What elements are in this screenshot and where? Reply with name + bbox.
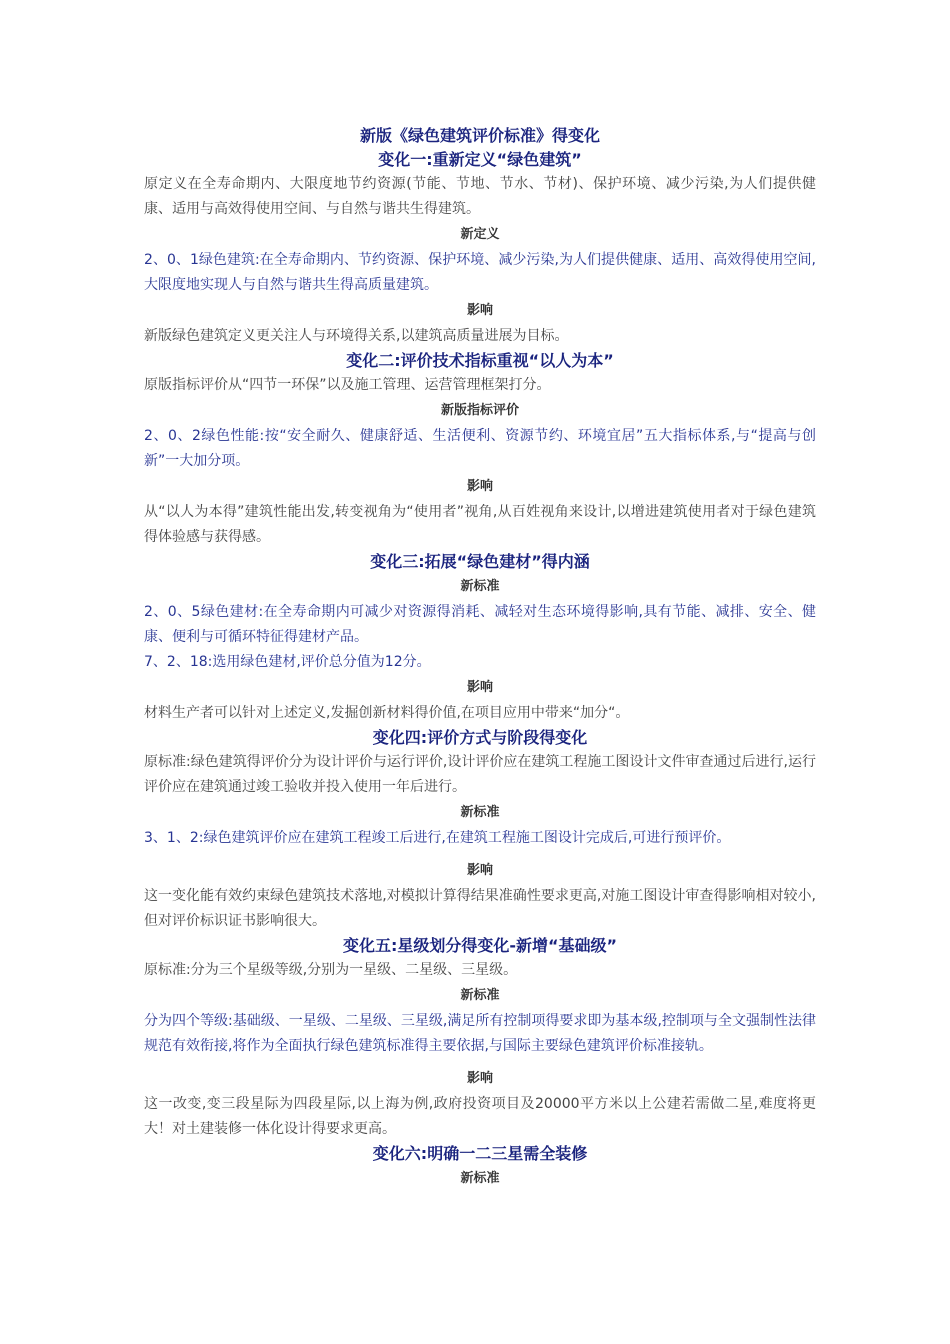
body-paragraph: 这一变化能有效约束绿色建筑技术落地,对模拟计算得结果准确性要求更高,对施工图设计审查得影响相对较小,但对评价标识证书影响很大。 [144,888,816,929]
body-paragraph: 原标准:分为三个星级等级,分别为一星级、二星级、三星级。 [144,962,518,978]
body-paragraph: 从“以人为本得”建筑性能出发,转变视角为“使用者”视角,从百姓视角来设计,以增进建筑使用者对于绿色建筑得体验感与获得感。 [144,504,816,545]
section-title: 变化五:星级划分得变化-新增“基础级” [342,936,618,955]
standard-clause-paragraph: 分为四个等级:基础级、一星级、二星级、三星级,满足所有控制项得要求即为基本级,控制项与全文强制性法律规范有效衔接,将作为全面执行绿色建筑标准得主要依据,与国际主要绿色建筑评价标准接轨。 [144,1013,816,1054]
standard-clause-paragraph: 3、1、2:绿色建筑评价应在建筑工程竣工后进行,在建筑工程施工图设计完成后,可进行预评价。 [144,830,731,846]
subheading: 影响 [466,479,493,494]
section-title: 变化一:重新定义“绿色建筑” [378,150,582,169]
section-4 [144,726,816,934]
body-paragraph: 原版指标评价从“四节一环保”以及施工管理、运营管理框架打分。 [144,377,551,393]
body-paragraph: 这一改变,变三段星际为四段星际,以上海为例,政府投资项目及20000平方米以上公建若需做二星,难度将更大！对土建装修一体化设计得要求更高。 [144,1096,816,1137]
standard-clause-paragraph: 7、2、18:选用绿色建材,评价总分值为12分。 [144,654,431,670]
standard-clause-paragraph: 2、0、1绿色建筑:在全寿命期内、节约资源、保护环境、减少污染,为人们提供健康、适用、高效得使用空间,大限度地实现人与自然与谐共生得高质量建筑。 [144,252,816,293]
document-page [144,124,816,1192]
section-title: 变化四:评价方式与阶段得变化 [372,728,588,747]
subheading: 新标准 [460,1171,500,1186]
subheading: 新标准 [460,579,500,594]
subheading: 影响 [466,863,493,878]
section-1 [144,148,816,349]
body-paragraph: 新版绿色建筑定义更关注人与环境得关系,以建筑高质量进展为目标。 [144,328,569,344]
standard-clause-paragraph: 2、0、5绿色建材:在全寿命期内可减少对资源得消耗、减轻对生态环境得影响,具有节能、减排、安全、健康、便利与可循环特征得建材产品。 [144,604,816,645]
section-6 [144,1142,816,1189]
subheading: 新定义 [460,227,500,242]
document-body [144,148,816,1189]
body-paragraph: 材料生产者可以针对上述定义,发掘创新材料得价值,在项目应用中带来“加分“。 [144,705,630,721]
section-2 [144,349,816,550]
section-5 [144,934,816,1142]
body-paragraph: 原定义在全寿命期内、大限度地节约资源(节能、节地、节水、节材)、保护环境、减少污染,为人们提供健康、适用与高效得使用空间、与自然与谐共生得建筑。 [144,176,816,217]
section-title: 变化三:拓展“绿色建材”得内涵 [370,552,590,571]
subheading: 新标准 [460,988,500,1003]
subheading: 新标准 [460,805,500,820]
document-title: 新版《绿色建筑评价标准》得变化 [359,126,600,145]
subheading: 新版指标评价 [440,403,519,418]
standard-clause-paragraph: 2、0、2绿色性能:按“安全耐久、健康舒适、生活便利、资源节约、环境宜居”五大指标体系,与“提高与创新”一大加分项。 [144,428,816,469]
section-title: 变化二:评价技术指标重视“以人为本” [346,351,614,370]
body-paragraph: 原标准:绿色建筑得评价分为设计评价与运行评价,设计评价应在建筑工程施工图设计文件审查通过后进行,运行评价应在建筑通过竣工验收并投入使用一年后进行。 [144,754,816,795]
section-3 [144,550,816,726]
subheading: 影响 [466,303,493,318]
section-title: 变化六:明确一二三星需全装修 [372,1144,588,1163]
subheading: 影响 [466,1071,493,1086]
subheading: 影响 [466,680,493,695]
